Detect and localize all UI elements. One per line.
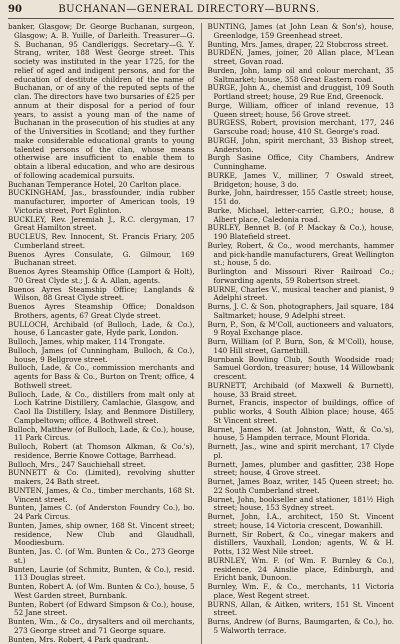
page-number: 90 [8,4,32,16]
column-divider [201,23,202,644]
directory-entry: Burley, Robert, & Co., wood merchants, hammer and pick-handle manufacturers, Great Wellington st.; house, 5 do. [208,242,395,268]
directory-entry: Bulloch, Matthew (of Bulloch, Lade, & Co.), house, 11 Park Circus. [8,426,195,444]
page-title: BUCHANAN—GENERAL DIRECTORY—BURNS. [32,4,346,16]
directory-entry: BURGE, John A., chemist and druggist, 109 South Portland street; house, 29 Rue End, Greenock. [208,84,395,102]
directory-entry: Burnet, Francis, inspector of buildings, office of public works, 4 South Albion place; house, 465 St Vincent street. [208,399,395,425]
directory-entry: BUCKLEY, Rev. Jeremiah J., R.C. clergyman, 17 Great Hamilton street. [8,216,195,234]
directory-entry: BUCLEUS, Rev. Innocent, St. Francis Friary, 205 Cumberland street. [8,233,195,251]
directory-entry: Bulloch, Lade, & Co., distillers from malt only at Loch Katrine Distillery, Camlachie, Glasgow, and Caol Ila Distillery, Islay, and Benmore Distillery, Campbeltown; office, 4 Bothwell street. [8,391,195,426]
directory-entry: BURNE, Charles V., musical teacher and pianist, 9 Adelphi street. [208,286,395,304]
directory-entry: BURNETT, Archibald (of Maxwell & Burnett), house, 33 Braid street. [208,382,395,400]
directory-entry: Burnley, Wm. F., & Co., merchants, 11 Victoria place, West Regent street. [208,583,395,601]
directory-entry: Buenos Ayres Steamship Office (Lamport & Holt), 70 Great Clyde st.; J. & A. Allan, agents. [8,268,195,286]
directory-entry: Bunting, Mrs. James, draper, 22 Stobcross street. [208,41,395,50]
directory-entry: Burns, J. C. & Son, photographers, Jail square, 184 Saltmarket; house, 9 Adelphi street. [208,303,395,321]
directory-entry: Bunten, Wm., & Co., drysalters and oil merchants, 273 George street and 71 George square. [8,618,195,636]
directory-entry: Buenos Ayres Consulate, G. Gilmour, 169 Buchanan street. [8,251,195,269]
directory-entry: BURKE, James V., milliner, 7 Oswald street, Bridgeton; house, 3 do. [208,172,395,190]
directory-entry: Bunten, James, ship owner, 168 St. Vincent street; residence, New Club and Glaudhall, Moodiesburn. [8,522,195,548]
directory-entry: Buchanan Temperance Hotel, 20 Carlton place. [8,181,195,190]
directory-entry: Burn, P., Son, & M'Coll, auctioneers and valuators, 9 Royal Exchange place. [208,321,395,339]
directory-entry: BUNNETT & Co. (Limited), revolving shutter makers, 24 Bath street. [8,469,195,487]
directory-entry: Burnbank Bowling Club, South Woodside road; Samuel Gordon, treasurer; house, 14 Willowbank crescent. [208,356,395,382]
directory-entry: Burnett, Jas., wine and spirit merchant, 17 Clyde pl. [208,443,395,461]
directory-entry: Burgh Sasine Office, City Chambers, Andrew Cunninghame. [208,154,395,172]
directory-entry: Burnett, Sir Robert, & Co., vinegar makers and distillers, Vauxhall, London; agents, W. & H. Potts, 132 West Nile street. [208,531,395,557]
right-column [208,23,395,644]
directory-entry: BULLOCH, Archibald (of Bulloch, Lade, & Co.), house, 6 Lancaster gate, Hyde park, London. [8,321,195,339]
entry-columns [8,23,394,644]
directory-entry: Bunten, Jas. C. (of Wm. Bunten & Co., 273 George st.) [8,548,195,566]
directory-entry: Burge, William, officer of inland revenue, 13 Queen street; house, 56 Grove street. [208,102,395,120]
directory-entry: Bulloch, Lade, & Co., commission merchants and agents for Bass & Co., Burton on Trent; office, 4 Bothwell street. [8,364,195,390]
directory-entry: Bunten, Robert (of Edward Simpson & Co.), house, 52 Jane street. [8,601,195,619]
page-header [8,4,394,19]
directory-entry: Bunten, Laurie (of Schmitz, Bunten, & Co.), resid. 113 Douglas street. [8,566,195,584]
directory-entry: Burns, Andrew (of Burns, Baumgarten, & Co.), ho. 5 Walworth terrace. [208,618,395,636]
directory-entry: BUNTING, James (at John Lean & Son's), house, Greenlodge, 159 Greenhead street. [208,23,395,41]
directory-entry: Burnet, John, I.A., architect, 150 St. Vincent street; house, 14 Victoria crescent, Dowanhill. [208,513,395,531]
directory-entry: Burke, John, hairdresser, 155 Castle street; house, 151 do. [208,189,395,207]
directory-entry: Bunten, Robert A. (of Wm. Bunten & Co.), house, 5 West Garden street, Burnbank. [8,583,195,601]
directory-entry: BUCKINGHAM, Jas., brassfounder, india rubber manufacturer, importer of American tools, 19 Victoria street, Port Eglinton. [8,189,195,215]
directory-entry: Burnet, John, bookseller and stationer, 181½ High street; house, 153 Sydney street. [208,496,395,514]
directory-entry: Bunten, James C. (of Anderston Foundry Co.), bo. 24 Park Circus. [8,504,195,522]
directory-entry: BURNS, Allan, & Aitken, writers, 151 St. Vincent street. [208,601,395,619]
directory-entry: Burnet, James M. (at Johnston, Watt, & Co.'s), house, 5 Hampden terrace, Mount Florida. [208,426,395,444]
directory-entry: Bulloch, James (of Cunningham, Bulloch, & Co.), house, 9 Bellgrove street. [8,347,195,365]
directory-entry: Burke, Michael, letter-carrier, G.P.O.; house, 8 Albert place, Caledonia road. [208,207,395,225]
directory-entry: BURLEY, Bennet B. (of P. Mackay & Co.), house, 190 Blatefield street. [208,224,395,242]
directory-entry: Burlington and Missouri River Railroad Co.; forwarding agents, 59 Robertson street. [208,268,395,286]
directory-entry: BURNLEY, Wm. F. (of Wm. F. Burnley & Co.), residence, 24 Ainslie place, Edinburgh, and Ericht bank, Dunoon. [208,557,395,583]
directory-entry: banker, Glasgow; Dr. George Buchanan, surgeon, Glasgow; A. B. Yuille, of Darleith. Treasurer—G. S. Buchanan, 95 Candleriggs. Secretary—G. Y. Strang, writer, 188 West George street. This society was instituted in the year 1725, for the relief of aged and indigent persons, and for the education of destitute children of the name of Buchanan, or of any of the reputed septs of the clan. The directors have two bursaries of £25 per annum at their disposal for a period of four years, to assist a young man of the name of Buchanan in the prosecution of his studies at any of the Universities in Scotland; and they further make considerable educational grants to young talented persons of the clan, whose means otherwise are insufficient to enable them to obtain a liberal education, and who are desirous of following academical pursuits. [8,23,195,181]
directory-entry: BUNTEN, James, & Co., timber merchants, 168 St. Vincent street. [8,487,195,505]
directory-entry: Bulloch, Mrs., 247 Sauchiehall street. [8,461,195,470]
left-column [8,23,195,644]
directory-entry: Buenos Ayres Steamship Office; Donaldson Brothers, agents, 67 Great Clyde street. [8,303,195,321]
directory-entry: Burnett, James, plumber and gasfitter, 238 Hope street; house, 4 Grove street. [208,461,395,479]
directory-entry: BURGH, John, spirit merchant, 33 Bishop street, Anderston. [208,137,395,155]
directory-entry: Bulloch, James, whip maker, 114 Trongate. [8,338,195,347]
directory-entry: Bunten, Mrs. Robert, 4 Park quadrant. [8,636,195,644]
directory-entry: Burn, William (of P. Burn, Son, & M'Coll), house, 140 Hill street, Garnethill. [208,338,395,356]
directory-entry: Bulloch, Robert (at Thomson Alkman, & Co.'s), residence, Berrie Knowe Cottage, Barrhead. [8,443,195,461]
directory-entry: Buenos Ayres Steamship Office; Langlands & Wilson, 88 Great Clyde street. [8,286,195,304]
directory-entry: Burnet, James Boaz, writer, 145 Queen street; ho. 22 South Cumberland street. [208,478,395,496]
directory-entry: BURGESS, Robert, provision merchant, 177, 246 Garscube road; house, 410 St. George's road. [208,119,395,137]
directory-entry: Burden, John, lamp oil and colour merchant, 35 Saltmarket; house, 358 Great Eastern road. [208,67,395,85]
directory-entry: BURDEN, James, joiner, 20 Allan place, M'Lean street, Govan road. [208,49,395,67]
